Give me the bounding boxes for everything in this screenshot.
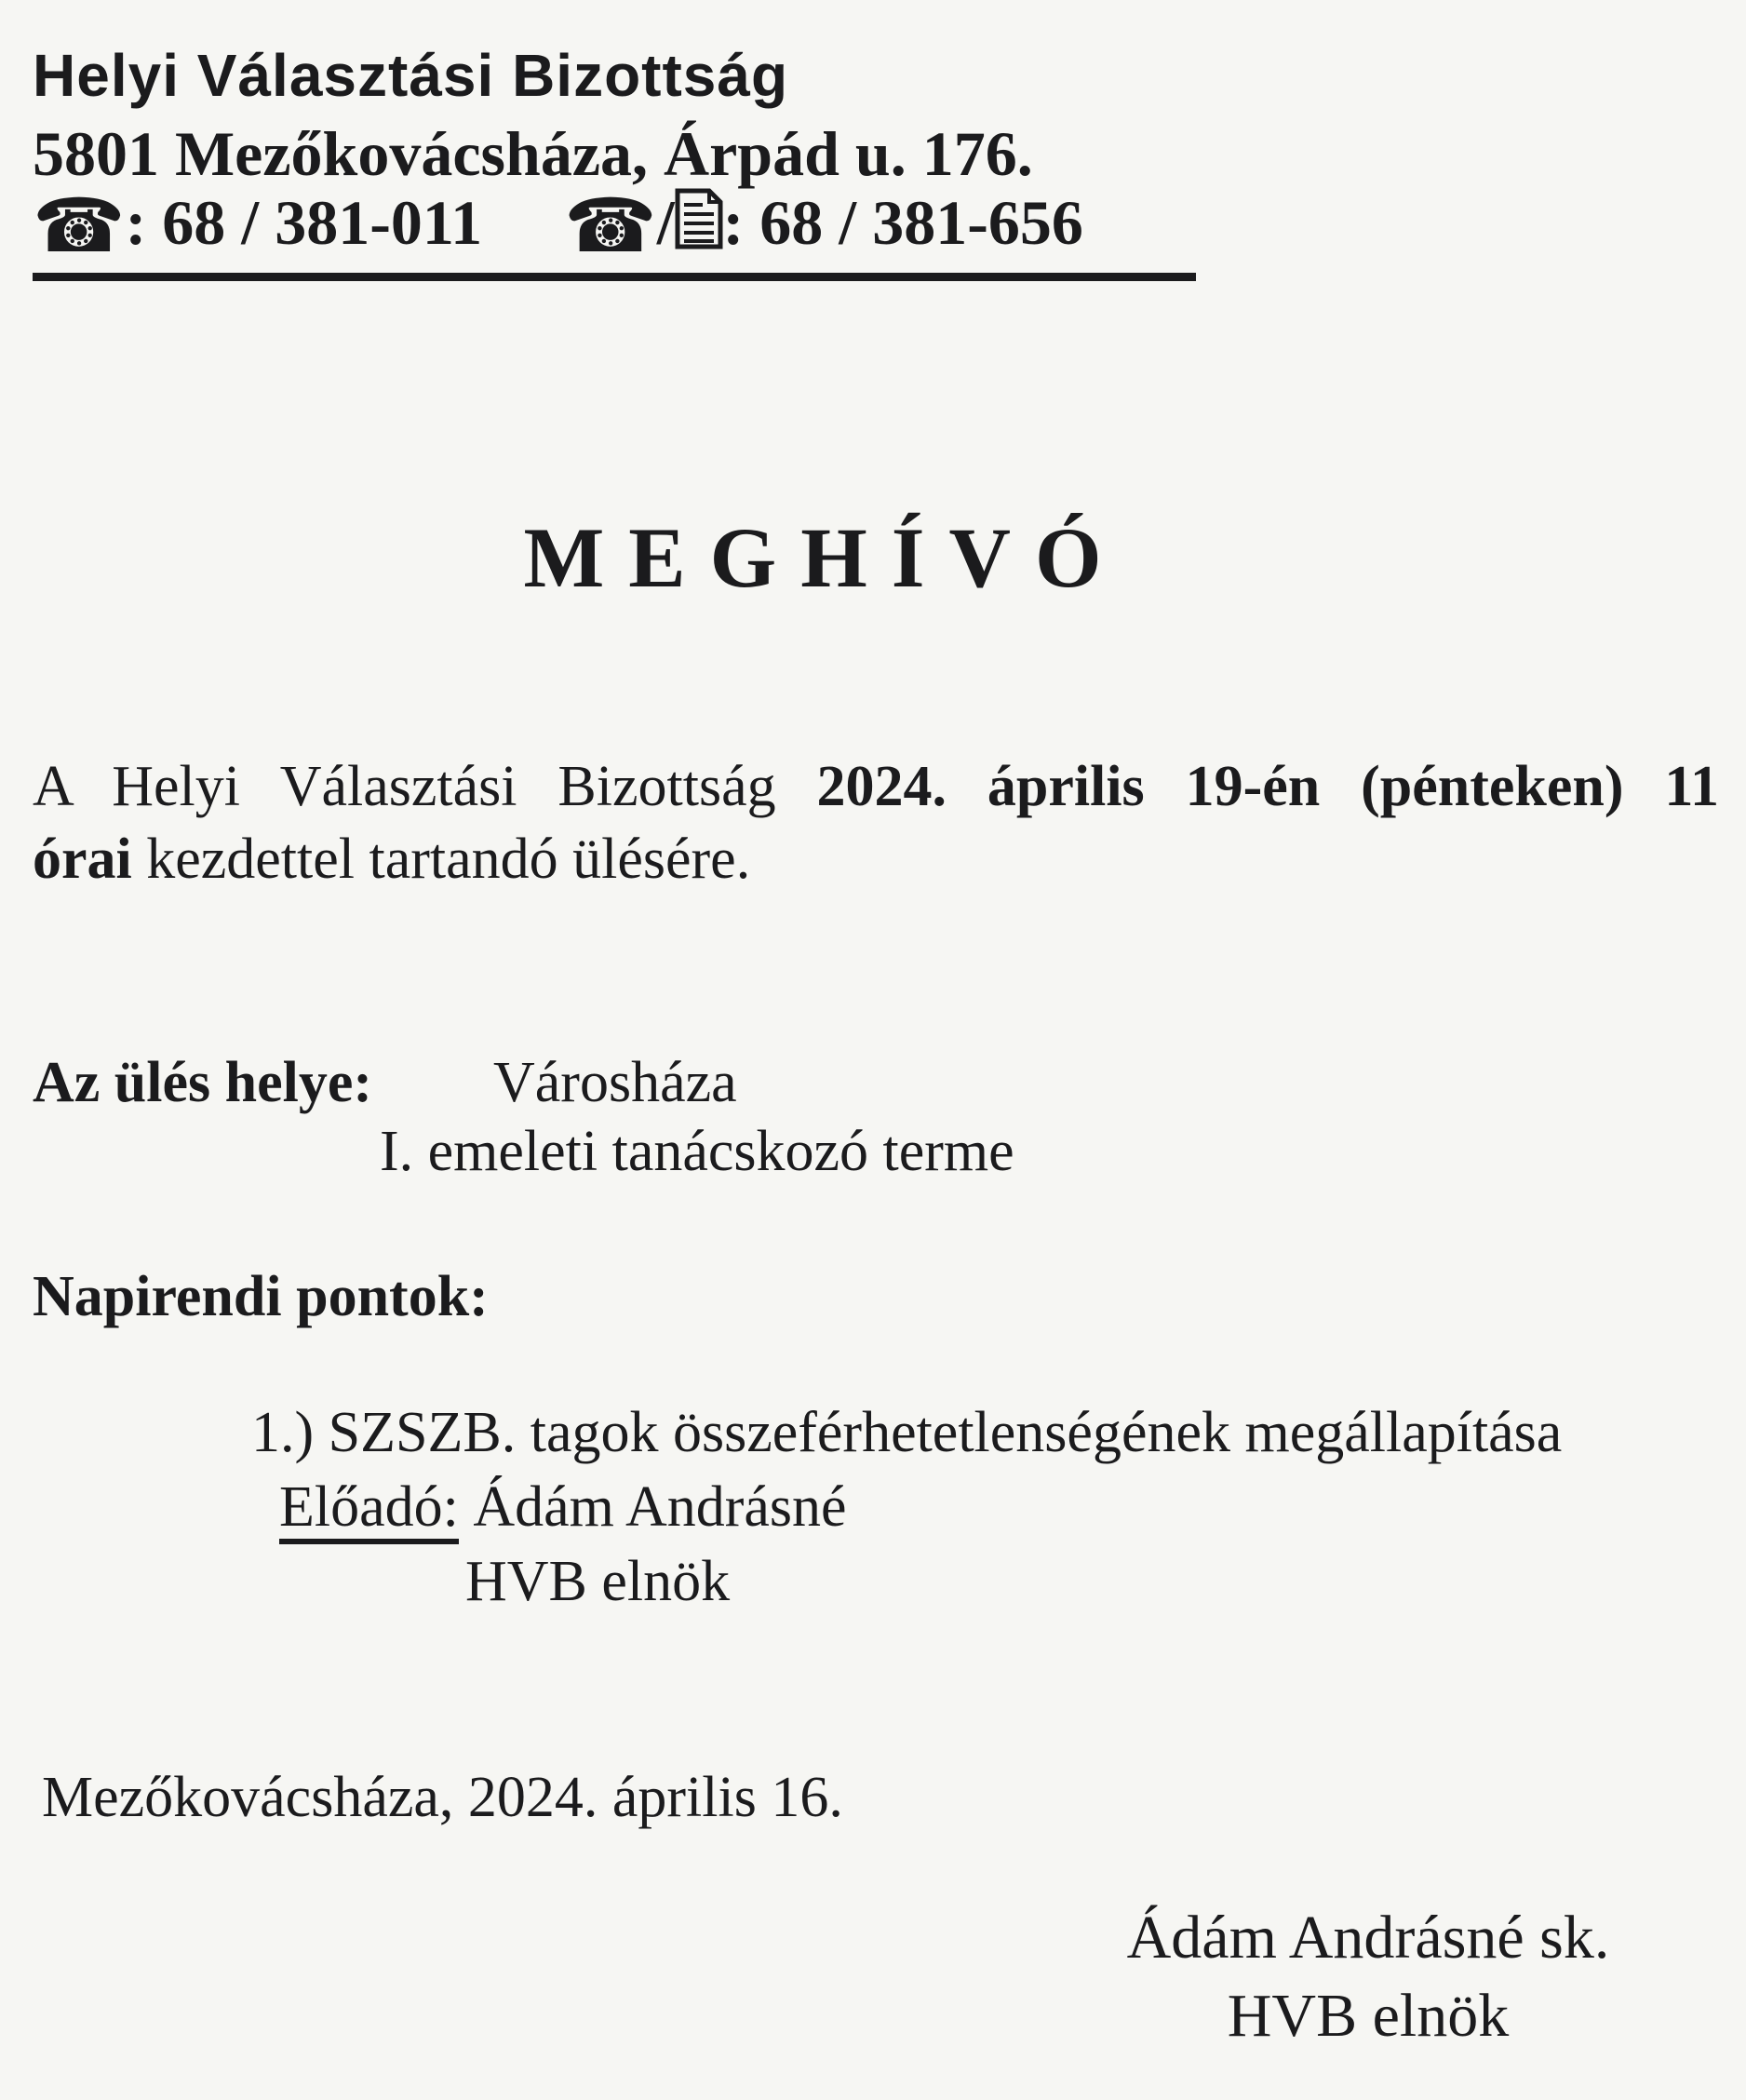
invitation-text-regular: A Helyi Választási Bizottság: [33, 755, 776, 818]
invitation-paragraph: [33, 750, 1719, 895]
org-name: Helyi Választási Bizottság: [33, 42, 789, 109]
meeting-room: I. emeleti tanácskozó terme: [380, 1120, 1014, 1183]
meeting-location-label: Az ülés helye:: [33, 1051, 373, 1114]
presenter-label: Előadó:: [279, 1477, 459, 1544]
meeting-venue: Városháza: [493, 1051, 737, 1114]
document-title: MEGHÍVÓ: [523, 510, 1126, 605]
signature-name: Ádám Andrásné sk.: [1126, 1904, 1610, 1972]
fax-separator: /: [656, 187, 675, 258]
fax-phone-icon: ☎: [564, 182, 657, 269]
presenter-name: Ádám Andrásné: [473, 1475, 847, 1539]
presenter-line: [279, 1474, 847, 1544]
invitation-text-regular-2: kezdettel tartandó ülésére.: [146, 828, 751, 891]
fax-number: : 68 / 381-656: [722, 187, 1083, 258]
agenda-item-text: SZSZB. tagok összeférhetetlenségének megállapítása: [328, 1401, 1563, 1464]
invitation-line-2: [33, 823, 1719, 895]
agenda-item-number: 1.): [251, 1401, 315, 1464]
agenda-heading: Napirendi pontok:: [33, 1265, 489, 1328]
document-icon: [675, 188, 723, 265]
phone-icon: ☎: [33, 182, 126, 269]
signature-title: HVB elnök: [1227, 1982, 1510, 2050]
invitation-date-bold: 2024. április 19-én (pénteken) 11: [816, 755, 1719, 818]
signature-block: [1061, 1899, 1675, 2055]
invitation-line-1: [33, 750, 1719, 823]
org-address: 5801 Mezőkovácsháza, Árpád u. 176.: [33, 118, 1033, 189]
agenda-item: [251, 1400, 1562, 1466]
presenter-title: HVB elnök: [465, 1550, 731, 1613]
invitation-time-bold: órai: [33, 828, 132, 891]
contact-line: [33, 182, 1196, 281]
fax-group: [564, 182, 1083, 269]
date-line: Mezőkovácsháza, 2024. április 16.: [42, 1766, 843, 1829]
phone-number: : 68 / 381-011: [125, 187, 483, 258]
